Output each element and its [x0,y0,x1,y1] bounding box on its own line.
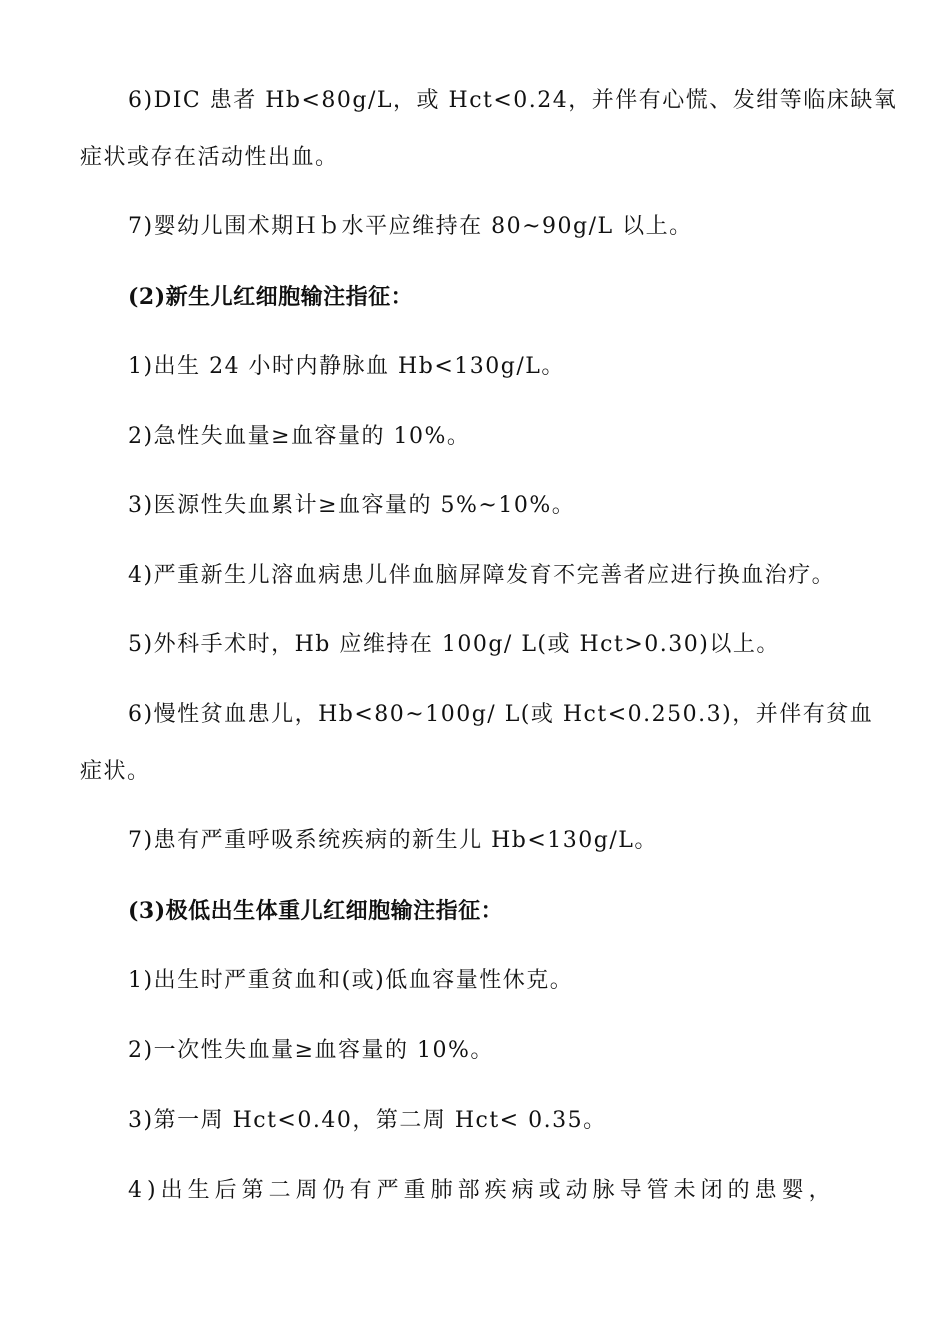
paragraph-line: 4)严重新生儿溶血病患儿伴血脑屏障发育不完善者应进行换血治疗。 [128,563,836,588]
paragraph-line: 7)婴幼儿围术期Ｈｂ水平应维持在 80~90g/L 以上。 [128,214,693,239]
paragraph-line: 症状。 [80,759,151,784]
paragraph-line: 7)患有严重呼吸系统疾病的新生儿 Hb<130g/L。 [128,828,658,853]
paragraph-line: 5)外科手术时，Hb 应维持在 100g/ L(或 Hct>0.30)以上。 [128,632,780,657]
paragraph-line: 症状或存在活动性出血。 [80,145,339,170]
paragraph-line: 4)出生后第二周仍有严重肺部疾病或动脉导管未闭的患婴， [128,1178,836,1203]
section-heading: (2)新生儿红细胞输注指征： [128,284,414,310]
paragraph-line: 1)出生时严重贫血和(或)低血容量性休克。 [128,968,574,993]
paragraph-line: 3)第一周 Hct<0.40，第二周 Hct< 0.35。 [128,1108,607,1133]
paragraph-line: 3)医源性失血累计≥血容量的 5%~10%。 [128,493,576,518]
paragraph-line: 2)急性失血量≥血容量的 10%。 [128,424,471,449]
paragraph-line: 1)出生 24 小时内静脉血 Hb<130g/L。 [128,354,565,379]
paragraph-line: 6)慢性贫血患儿，Hb<80~100g/ L(或 Hct<0.250.3)，并伴有贫血 [128,702,874,727]
section-heading: (3)极低出生体重儿红细胞输注指征： [128,898,504,924]
paragraph-line: 2)一次性失血量≥血容量的 10%。 [128,1038,494,1063]
paragraph-line: 6)DIC 患者 Hb<80g/L，或 Hct<0.24，并伴有心慌、发绀等临床缺氧 [128,88,898,113]
